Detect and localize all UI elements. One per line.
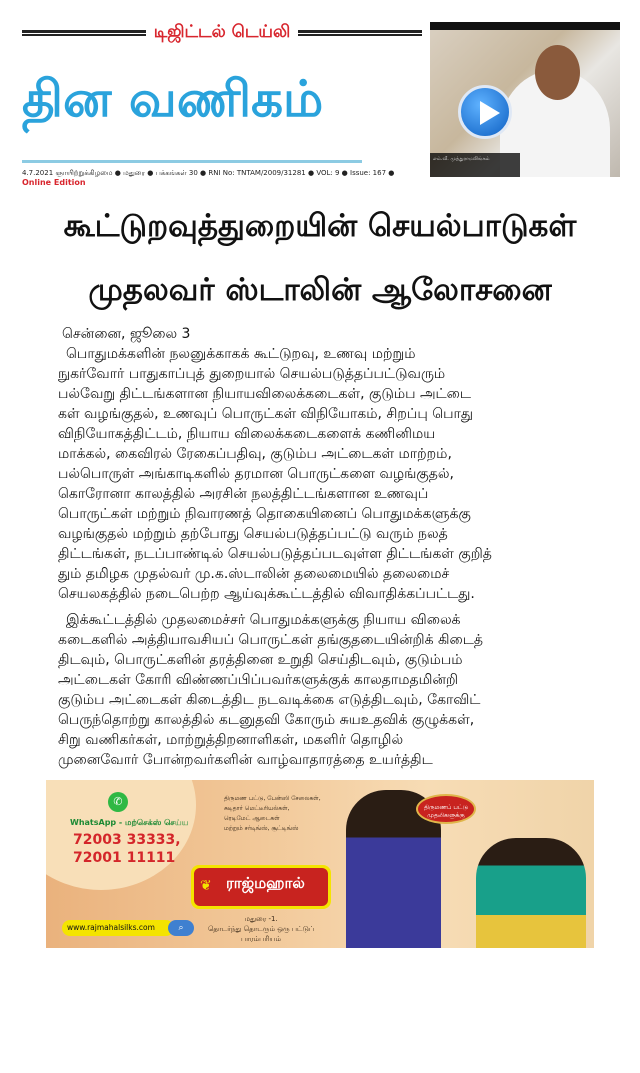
product-item: சுடிதார் மெட்டீரியல்கள், <box>224 805 290 812</box>
article-line: கடைகளில் அத்தியாவசியப் பொருட்கள் தங்குதடையின்றிக் கிடைத் <box>58 632 483 648</box>
article-line: நுகர்வோர் பாதுகாப்புத் துறையால் செயல்படுத்தப்பட்டுவரும் <box>58 366 446 382</box>
article-line: திட்டங்கள், நடப்பாண்டில் செயல்படுத்தப்படவுள்ள திட்டங்கள் குறித் <box>58 546 492 562</box>
location-text: மதுரை -1. <box>244 915 278 923</box>
ad-badge: திருமணப் பட்டு முதலிகளுக்கு <box>416 794 476 824</box>
brand-logo <box>191 865 331 909</box>
advertisement[interactable] <box>46 780 594 948</box>
article-line: திடவும், பொருட்களின் தரத்தினை உறுதி செய்திடவும், குடும்பம் <box>58 652 463 668</box>
article-line: பெருந்தொற்று காலத்தில் கடனுதவி கோரும் சுயஉதவிக் குழுக்கள், <box>58 712 475 728</box>
article-line: செயலகத்தில் நடைபெற்ற ஆய்வுக்கூட்டத்தில் விவாதிக்கப்பட்டது. <box>58 586 475 602</box>
article-body <box>58 324 618 770</box>
brand-name: ராஜ்மஹால் <box>226 874 305 892</box>
product-list <box>224 794 321 834</box>
article-line: இக்கூட்டத்தில் முதலமைச்சர் பொதுமக்களுக்கு நியாய விலைக் <box>66 612 461 628</box>
tagline-text: டிஜிட்டல் டெய்லி <box>153 22 291 42</box>
phone-number: 72001 11111 <box>73 850 176 866</box>
article-line: சிறு வணிகர்கள், மாற்றுத்திறனாளிகள், மகளிர் தொழில் <box>58 732 404 748</box>
newspaper-logo: தின வணிகம் <box>22 70 324 128</box>
article-section <box>0 196 640 948</box>
article-line: பல்வேறு திட்டங்களான நியாயவிலைக்கடைகள், குடும்ப அட்டை <box>58 386 472 402</box>
product-item: மற்றும் சர்டிங்ஸ், சூட்டிங்ஸ் <box>224 825 299 832</box>
whatsapp-label: WhatsApp - மற்செக்ஸ் செய்ய <box>70 818 189 827</box>
video-caption: எம்.வீ. முத்துராமலிங்கம் <box>430 153 520 177</box>
article-line: வழங்குதல் மற்றும் தற்போது செயல்படுத்தப்பட்டு வரும் நலத் <box>58 526 448 542</box>
slogan-text: தொடர்ந்து தொடரும் ஒரு பட்டுப் பாரம்பரியம் <box>207 925 315 943</box>
phone-number: 72003 33333, <box>73 832 181 848</box>
issue-day: ஞாயிற்றுக்கிழமை <box>55 169 113 177</box>
product-item: ரெடிமேட் ஆடைகள் <box>224 815 280 822</box>
masthead-tagline <box>22 22 422 44</box>
article-line: விநியோகத்திட்டம், நியாய விலைக்கடைகளைக் கணினிமய <box>58 426 436 442</box>
divider <box>22 30 146 36</box>
divider <box>298 30 422 36</box>
headline-line-1: கூட்டுறவுத்துறையின் செயல்பாடுகள் <box>63 208 577 244</box>
video-thumbnail[interactable] <box>430 22 620 177</box>
masthead <box>22 22 422 154</box>
search-icon[interactable]: ⌕ <box>168 920 194 936</box>
butterfly-icon: ❦ <box>200 878 212 894</box>
model-image <box>476 838 586 948</box>
issue-info: 4.7.2021 ஞாயிற்றுக்கிழமை ● மதுரை ● பக்கங்கள் 30 ● RNI No: TNTAM/2009/31281 ● VOL: 9 ● Issue: 167 ● Online Edition <box>22 169 395 187</box>
rni-number: RNI No: TNTAM/2009/31281 <box>208 169 306 177</box>
article-line: பொருட்கள் மற்றும் நிவாரணத் தொகையினைப் பொதுமக்களுக்கு <box>58 506 471 522</box>
article-line: தும் தமிழக முதல்வர் மு.க.ஸ்டாலின் தலைமையில் தலைமைச் <box>58 566 450 582</box>
page-count: பக்கங்கள் 30 <box>155 169 198 177</box>
issue-number: Issue: 167 <box>350 169 387 177</box>
website-url[interactable]: www.rajmahalsilks.com <box>67 923 155 932</box>
edition-label: Online Edition <box>22 178 86 187</box>
issue-city: மதுரை <box>123 169 146 177</box>
paragraph <box>58 610 618 770</box>
masthead-rule <box>22 160 362 163</box>
article-line: பல்பொருள் அங்காடிகளில் தரமான பொருட்களை வழங்குதல், <box>58 466 454 482</box>
headline-line-2: முதலவர் ஸ்டாலின் ஆலோசனை <box>88 272 552 308</box>
article-line: மாக்கல், கைவிரல் ரேகைப்பதிவு, குடும்ப அட்டைகள் மாற்றம், <box>58 446 452 462</box>
article-line: முனைவோர் போன்றவர்களின் வாழ்வாதாரத்தை உயர்த்திட <box>58 752 433 768</box>
volume: VOL: 9 <box>316 169 340 177</box>
article-line: கொரோனா காலத்தில் அரசின் நலத்திட்டங்களான உணவுப் <box>58 486 429 502</box>
product-item: திருமண பட்டு, பேன்ஸி சேலைகள், <box>224 795 321 802</box>
article-line: கள் வழங்குதல், உணவுப் பொருட்கள் விநியோகம், சிறப்பு பொது <box>58 406 473 422</box>
article-line: பொதுமக்களின் நலனுக்காகக் கூட்டுறவு, உணவு மற்றும் <box>66 346 416 362</box>
paragraph <box>58 344 618 604</box>
website-link[interactable] <box>62 920 184 936</box>
issue-date: 4.7.2021 <box>22 169 54 177</box>
dateline: சென்னை, ஜூலை 3 <box>62 326 191 342</box>
whatsapp-icon: ✆ <box>108 792 128 812</box>
play-icon[interactable] <box>458 85 512 139</box>
store-location <box>196 914 326 944</box>
article-line: அட்டைகள் கோரி விண்ணப்பிப்பவர்களுக்குக் காலதாமதமின்றி <box>58 672 459 688</box>
person-head <box>535 45 580 100</box>
article-line: குடும்ப அட்டைகள் கிடைத்திட நடவடிக்கை எடுத்திடவும், கோவிட் <box>58 692 481 708</box>
